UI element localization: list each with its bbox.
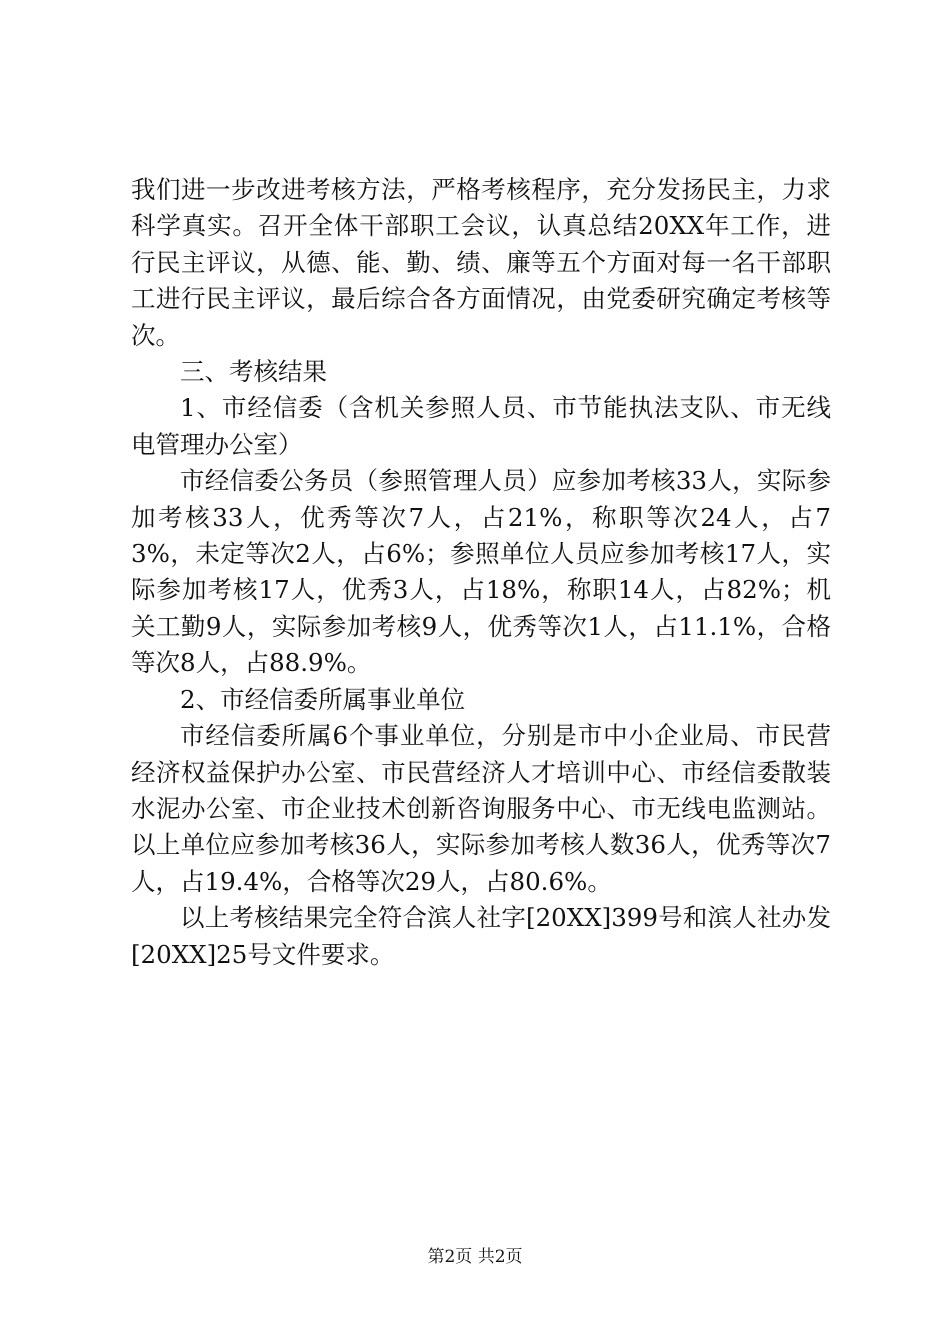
subheading-commission: 1、市经信委（含机关参照人员、市节能执法支队、市无线电管理办公室） <box>131 393 831 459</box>
paragraph-commission-results: 市经信委公务员（参照管理人员）应参加考核33人，实际参加考核33人，优秀等次7人，占21%，称职等次24人，占73%，未定等次2人，占6%；参照单位人员应参加考核17人，实际参加考核17人，优秀3人，占18%，称职14人，占82%；机关工勤9人，实际参加考核9人，优秀等次1人，占11.1%，合格等次8人，占88.9%。 <box>131 466 831 678</box>
paragraph-compliance: 以上考核结果完全符合滨人社字[20XX]399号和滨人社办发[20XX]25号文件要求。 <box>131 903 831 969</box>
section-heading-results: 三、考核结果 <box>180 357 327 387</box>
subheading-institutions: 2、市经信委所属事业单位 <box>180 684 466 714</box>
paragraph-method: 我们进一步改进考核方法，严格考核程序，充分发扬民主，力求科学真实。召开全体干部职工会议，认真总结20XX年工作，进行民主评议，从德、能、勤、绩、廉等五个方面对每一名干部职工进行民主评议，最后综合各方面情况，由党委研究确定考核等次。 <box>131 175 831 350</box>
document-body <box>131 172 831 973</box>
paragraph-institutions-results: 市经信委所属6个事业单位，分别是市中小企业局、市民营经济权益保护办公室、市民营经济人才培训中心、市经信委散装水泥办公室、市企业技术创新咨询服务中心、市无线电监测站。以上单位应参加考核36人，实际参加考核人数36人，优秀等次7人，占19.4%，合格等次29人，占80.6%。 <box>131 721 831 896</box>
page-number-footer: 第2页 共2页 <box>427 1247 523 1267</box>
